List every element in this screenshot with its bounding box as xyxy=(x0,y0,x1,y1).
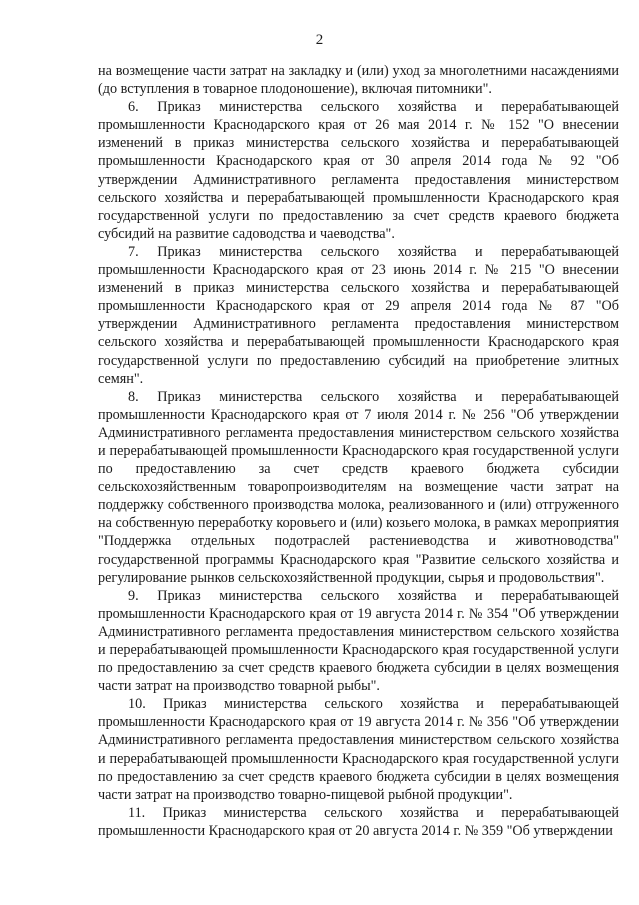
paragraph-item-11: 11. Приказ министерства сельского хозяйства и перерабатывающей промышленности Краснодарского края от 20 августа 2014 г. № 359 "Об утверждении xyxy=(98,804,619,839)
paragraph-item-6: 6. Приказ министерства сельского хозяйства и перерабатывающей промышленности Краснодарского края от 26 мая 2014 г. № 152 "О внесении изменений в приказ министерства сельского хозяйства и перерабатывающей промышленности Краснодарского края от 30 апреля 2014 года № 92 "Об утверждении Административного регламента предоставления министерством сельского хозяйства и перерабатывающей промышленности Краснодарского края государственной услуги по предоставлению за счет средств краевого бюджета субсидий на развитие садоводства и чаеводства". xyxy=(98,99,619,242)
paragraph-item-8: 8. Приказ министерства сельского хозяйства и перерабатывающей промышленности Краснодарского края от 7 июля 2014 г. № 256 "Об утверждении Административного регламента предоставления министерством сельского хозяйства и перерабатывающей промышленности Краснодарского края государственной услуги по предоставлению за счет средств краевого бюджета субсидии сельскохозяйственным товаропроизводителям на возмещение части затрат на поддержку собственного производства молока, реализованного и (или) отгруженного на собственную переработку коровьего и (или) козьего молока, в рамках мероприятия "Поддержка отдельных подотраслей растениеводства и животноводства" государственной программы Краснодарского края "Развитие сельского хозяйства и регулирование рынков сельскохозяйственной продукции, сырья и продовольствия". xyxy=(98,388,619,586)
paragraph-item-7: 7. Приказ министерства сельского хозяйства и перерабатывающей промышленности Краснодарского края от 23 июнь 2014 г. № 215 "О внесении изменений в приказ министерства сельского хозяйства и перерабатывающей промышленности Краснодарского края от 29 апреля 2014 года № 87 "Об утверждении Административного регламента предоставления министерством сельского хозяйства и перерабатывающей промышленности Краснодарского края государственной услуги по предоставлению субсидий на приобретение элитных семян". xyxy=(98,243,619,387)
document-body xyxy=(98,62,619,840)
paragraph-continuation: на возмещение части затрат на закладку и (или) уход за многолетними насаждениями (до вступления в товарное плодоношение), включая питомники". xyxy=(98,63,619,98)
page-number: 2 xyxy=(315,32,324,48)
paragraph-item-9: 9. Приказ министерства сельского хозяйства и перерабатывающей промышленности Краснодарского края от 19 августа 2014 г. № 354 "Об утверждении Административного регламента предоставления министерством сельского хозяйства и перерабатывающей промышленности Краснодарского края государственной услуги по предоставлению за счет средств краевого бюджета субсидии в целях возмещения части затрат на производство товарной рыбы". xyxy=(98,587,619,695)
paragraph-item-10: 10. Приказ министерства сельского хозяйства и перерабатывающей промышленности Краснодарского края от 19 августа 2014 г. № 356 "Об утверждении Административного регламента предоставления министерством сельского хозяйства и перерабатывающей промышленности Краснодарского края государственной услуги по предоставлению за счет средств краевого бюджета субсидии в целях возмещения части затрат на производство товарно-пищевой рыбной продукции". xyxy=(98,696,619,803)
